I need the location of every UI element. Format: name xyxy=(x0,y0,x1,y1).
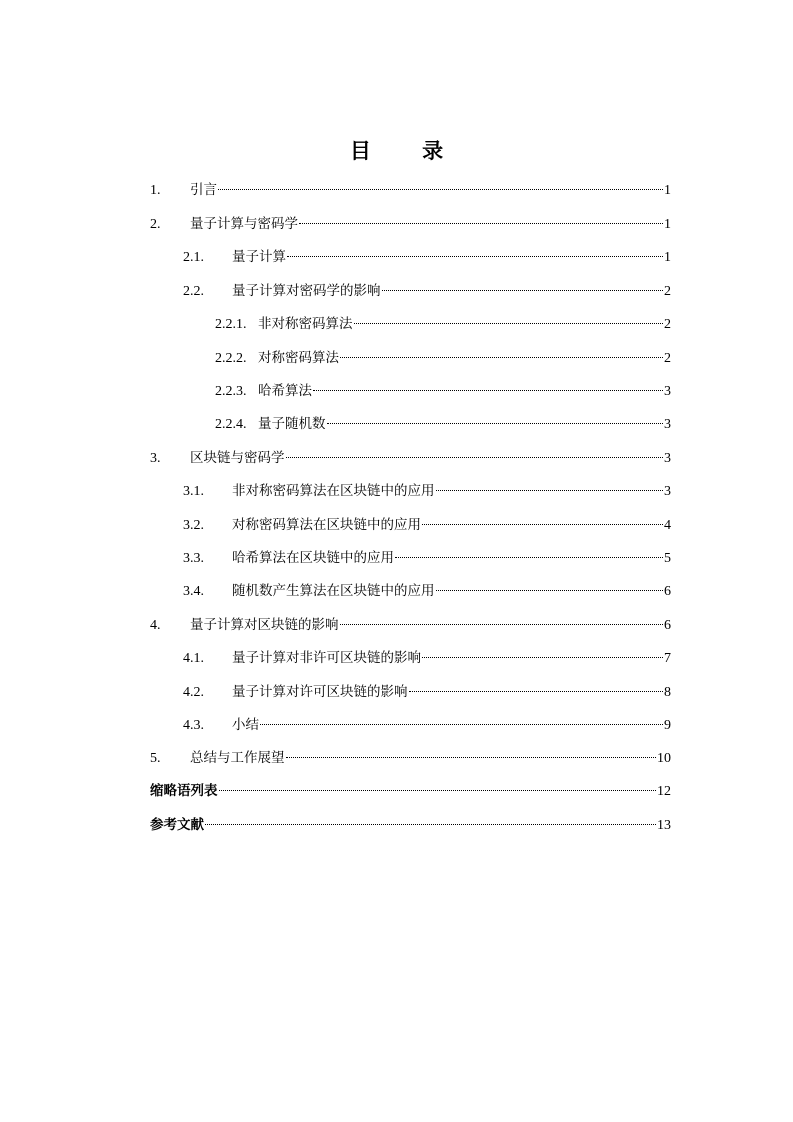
toc-entry-2[interactable] xyxy=(150,210,671,238)
toc-entry-page: 10 xyxy=(657,751,671,766)
toc-entry-page: 6 xyxy=(664,618,671,633)
toc-entry-2-1[interactable] xyxy=(183,243,671,271)
toc-title: 目 录 xyxy=(349,139,466,163)
toc-leader-dots xyxy=(422,657,663,658)
toc-entry-label: 量子计算对非许可区块链的影响 xyxy=(232,650,421,666)
toc-entry-abbreviations[interactable] xyxy=(150,777,671,805)
toc-entry-label: 随机数产生算法在区块链中的应用 xyxy=(232,583,435,599)
toc-entry-label: 小结 xyxy=(232,717,259,733)
toc-leader-dots xyxy=(327,423,664,424)
toc-entry-page: 1 xyxy=(664,183,671,198)
toc-entry-label: 总结与工作展望 xyxy=(190,750,285,766)
toc-entry-2-2-2[interactable] xyxy=(215,344,671,372)
toc-entry-number: 5. xyxy=(150,751,161,766)
toc-leader-dots xyxy=(218,189,663,190)
toc-leader-dots xyxy=(436,590,664,591)
toc-entry-2-2-1[interactable] xyxy=(215,310,671,338)
toc-leader-dots xyxy=(340,624,664,625)
toc-entry-number: 2.2.4. xyxy=(215,417,247,432)
toc-leader-dots xyxy=(299,223,663,224)
toc-entry-number: 2.1. xyxy=(183,250,204,265)
toc-entry-1[interactable] xyxy=(150,176,671,204)
toc-entry-3-3[interactable] xyxy=(183,544,671,572)
toc-entry-number: 4. xyxy=(150,618,161,633)
toc-entry-label: 哈希算法 xyxy=(258,383,312,399)
toc-leader-dots xyxy=(409,691,664,692)
toc-entry-3-2[interactable] xyxy=(183,511,671,539)
toc-entry-3-1[interactable] xyxy=(183,477,671,505)
toc-entry-page: 3 xyxy=(664,451,671,466)
toc-entry-page: 5 xyxy=(664,551,671,566)
toc-entry-label: 引言 xyxy=(190,182,217,198)
toc-leader-dots xyxy=(286,757,657,758)
toc-entry-3[interactable] xyxy=(150,444,671,472)
toc-entry-page: 8 xyxy=(664,685,671,700)
toc-entry-page: 12 xyxy=(657,784,671,799)
toc-entry-page: 1 xyxy=(664,217,671,232)
toc-entry-5[interactable] xyxy=(150,744,671,772)
toc-entry-page: 3 xyxy=(664,484,671,499)
toc-leader-dots xyxy=(287,256,663,257)
toc-entry-label: 量子计算对许可区块链的影响 xyxy=(232,684,408,700)
toc-entry-4-1[interactable] xyxy=(183,644,671,672)
toc-entry-label: 量子计算 xyxy=(232,249,286,265)
toc-entry-label: 量子计算对密码学的影响 xyxy=(232,283,381,299)
toc-entry-number: 2.2.3. xyxy=(215,384,247,399)
toc-entry-number: 3.1. xyxy=(183,484,204,499)
toc-entry-page: 1 xyxy=(664,250,671,265)
toc-leader-dots xyxy=(286,457,664,458)
toc-leader-dots xyxy=(436,490,664,491)
toc-entry-number: 4.1. xyxy=(183,651,204,666)
toc-entry-page: 3 xyxy=(664,384,671,399)
toc-entry-number: 2.2. xyxy=(183,284,204,299)
toc-entry-page: 4 xyxy=(664,518,671,533)
toc-entry-number: 1. xyxy=(150,183,161,198)
toc-entry-2-2[interactable] xyxy=(183,277,671,305)
toc-entry-label: 非对称密码算法在区块链中的应用 xyxy=(232,483,435,499)
toc-entry-page: 13 xyxy=(657,818,671,833)
toc-entry-page: 2 xyxy=(664,284,671,299)
toc-entry-2-2-3[interactable] xyxy=(215,377,671,405)
toc-entry-label: 哈希算法在区块链中的应用 xyxy=(232,550,394,566)
toc-entry-label: 区块链与密码学 xyxy=(190,450,285,466)
toc-entry-4-3[interactable] xyxy=(183,711,671,739)
toc-leader-dots xyxy=(340,357,663,358)
toc-entry-number: 3.4. xyxy=(183,584,204,599)
toc-entry-number: 2. xyxy=(150,217,161,232)
toc-entry-label: 量子随机数 xyxy=(258,416,326,432)
toc-entry-page: 2 xyxy=(664,351,671,366)
toc-entry-page: 3 xyxy=(664,417,671,432)
toc-leader-dots xyxy=(354,323,664,324)
toc-leader-dots xyxy=(313,390,663,391)
toc-leader-dots xyxy=(422,524,663,525)
toc-leader-dots xyxy=(382,290,664,291)
toc-entry-references[interactable] xyxy=(150,811,671,839)
toc-entry-number: 4.2. xyxy=(183,685,204,700)
toc-leader-dots xyxy=(260,724,663,725)
toc-entry-page: 2 xyxy=(664,317,671,332)
toc-entry-number: 2.2.2. xyxy=(215,351,247,366)
toc-entry-number: 3.2. xyxy=(183,518,204,533)
toc-entry-label: 缩略语列表 xyxy=(150,783,218,799)
toc-entry-number: 4.3. xyxy=(183,718,204,733)
toc-entry-page: 9 xyxy=(664,718,671,733)
toc-entry-4[interactable] xyxy=(150,611,671,639)
toc-leader-dots xyxy=(219,790,657,791)
toc-leader-dots xyxy=(395,557,663,558)
toc-entry-label: 参考文献 xyxy=(150,817,204,833)
toc-entry-page: 7 xyxy=(664,651,671,666)
toc-leader-dots xyxy=(205,824,656,825)
toc-entry-label: 量子计算对区块链的影响 xyxy=(190,617,339,633)
toc-entry-label: 非对称密码算法 xyxy=(258,316,353,332)
toc-entry-4-2[interactable] xyxy=(183,678,671,706)
toc-entry-number: 2.2.1. xyxy=(215,317,247,332)
toc-entry-3-4[interactable] xyxy=(183,577,671,605)
toc-entry-page: 6 xyxy=(664,584,671,599)
toc-entry-label: 量子计算与密码学 xyxy=(190,216,298,232)
toc-entry-label: 对称密码算法 xyxy=(258,350,339,366)
toc-entry-number: 3.3. xyxy=(183,551,204,566)
toc-entry-number: 3. xyxy=(150,451,161,466)
toc-entry-2-2-4[interactable] xyxy=(215,410,671,438)
toc-entry-label: 对称密码算法在区块链中的应用 xyxy=(232,517,421,533)
